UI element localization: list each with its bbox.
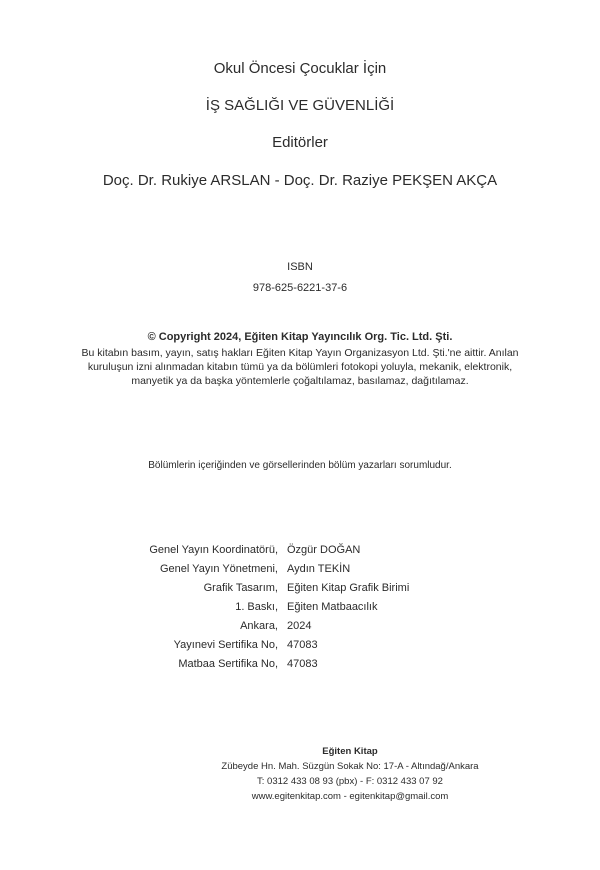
publisher-web: www.egitenkitap.com - egitenkitap@gmail.com [251, 791, 449, 802]
credit-value: Aydın TEKİN [287, 563, 351, 575]
credit-row [0, 620, 600, 639]
copyright-line: © Copyright 2024, Eğiten Kitap Yayıncılık Org. Tic. Ltd. Şti. [147, 331, 453, 343]
credit-label: Ankara, [240, 620, 278, 632]
book-title: İŞ SAĞLIĞI VE GÜVENLİĞİ [205, 97, 395, 114]
credit-label: 1. Baskı, [235, 601, 278, 613]
credit-row [0, 582, 600, 601]
credit-label: Grafik Tasarım, [203, 582, 278, 594]
editors-label: Editörler [272, 134, 328, 151]
credit-label: Matbaa Sertifika No, [178, 658, 278, 670]
credit-value: 47083 [287, 658, 318, 670]
publisher-name: Eğiten Kitap [322, 746, 378, 757]
credit-row [0, 601, 600, 620]
publisher-address: Zübeyde Hn. Mah. Süzgün Sokak No: 17-A - Altındağ/Ankara [221, 761, 479, 772]
isbn-number: 978-625-6221-37-6 [252, 282, 348, 294]
publisher-phone: T: 0312 433 08 93 (pbx) - F: 0312 433 07 92 [257, 776, 443, 787]
publisher-block [200, 744, 500, 804]
credit-value: Özgür DOĞAN [287, 544, 361, 556]
credit-label: Genel Yayın Yönetmeni, [159, 563, 278, 575]
credit-value: 2024 [287, 620, 312, 632]
credit-row [0, 639, 600, 658]
credit-label: Genel Yayın Koordinatörü, [149, 544, 278, 556]
responsibility-note: Bölümlerin içeriğinden ve görsellerinden bölüm yazarları sorumludur. [148, 460, 452, 471]
credit-value: 47083 [287, 639, 318, 651]
isbn-label: ISBN [287, 261, 313, 273]
editors-names: Doç. Dr. Rukiye ARSLAN - Doç. Dr. Raziye PEKŞEN AKÇA [102, 172, 498, 189]
credit-value: Eğiten Matbaacılık [287, 601, 378, 613]
credit-label: Yayınevi Sertifika No, [173, 639, 278, 651]
credit-row [0, 658, 600, 677]
credits-table [0, 544, 600, 677]
credit-row [0, 544, 600, 563]
book-subtitle: Okul Öncesi Çocuklar İçin [213, 60, 387, 77]
credit-row [0, 563, 600, 582]
credit-value: Eğiten Kitap Grafik Birimi [287, 582, 410, 594]
rights-text: Bu kitabın basım, yayın, satış hakları Eğiten Kitap Yayın Organizasyon Ltd. Şti.'ne aittir. Anılan kuruluşun izni alınmadan kitabın tümü ya da bölümleri fotokopi yoluyla, mekanik, elektronik, manyetik ya da başka yöntemlerle çoğaltılamaz, basılamaz, dağıtılamaz. [81, 347, 519, 387]
